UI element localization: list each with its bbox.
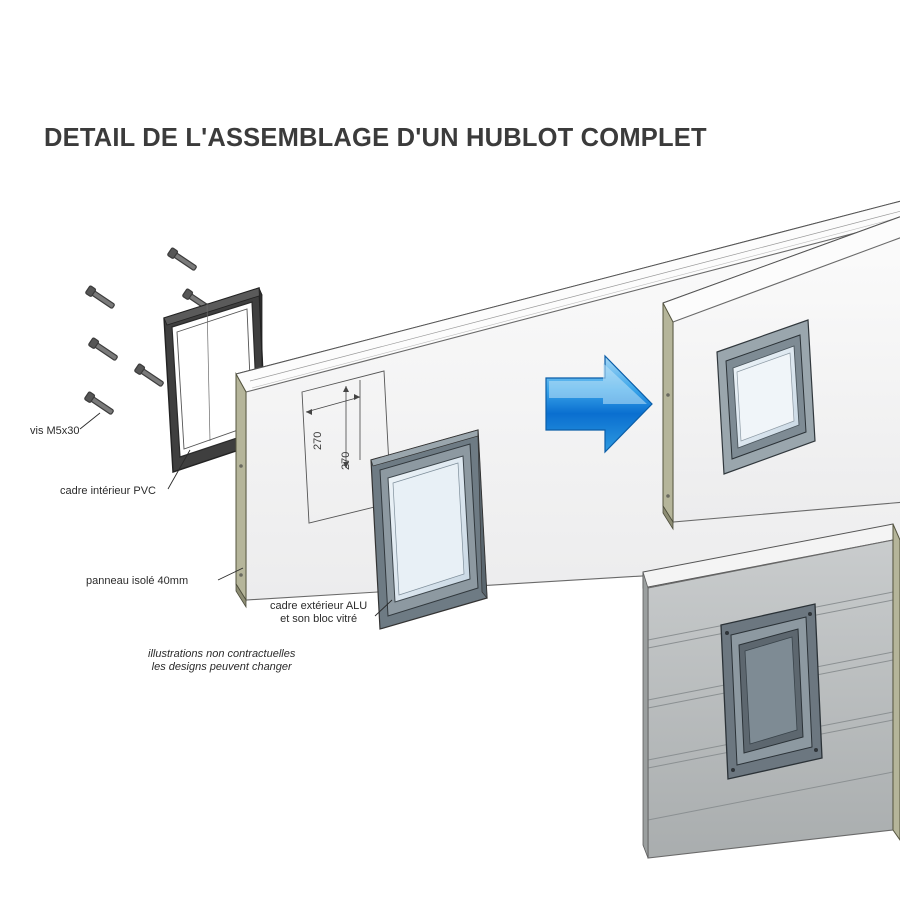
outer-alu-frame <box>371 430 487 629</box>
callout-inner-frame: cadre intérieur PVC <box>60 485 156 497</box>
dimension-height-label: 270 <box>340 451 352 470</box>
disclaimer-line2: les designs peuvent changer <box>151 660 292 673</box>
callout-outer-frame-line1: cadre extérieur ALU <box>270 600 368 612</box>
page-title: DETAIL DE L'ASSEMBLAGE D'UN HUBLOT COMPLET <box>44 124 707 152</box>
finished-panel-bottom <box>643 524 900 858</box>
dimension-width-label: 270 <box>312 431 324 450</box>
callout-screws: vis M5x30 <box>30 425 80 437</box>
disclaimer-line1: illustrations non contractuelles <box>148 648 296 660</box>
callout-outer-frame <box>270 600 367 625</box>
callout-panel: panneau isolé 40mm <box>86 575 189 587</box>
callout-outer-frame-line2: et son bloc vitré <box>280 612 358 625</box>
disclaimer-note <box>148 648 295 673</box>
